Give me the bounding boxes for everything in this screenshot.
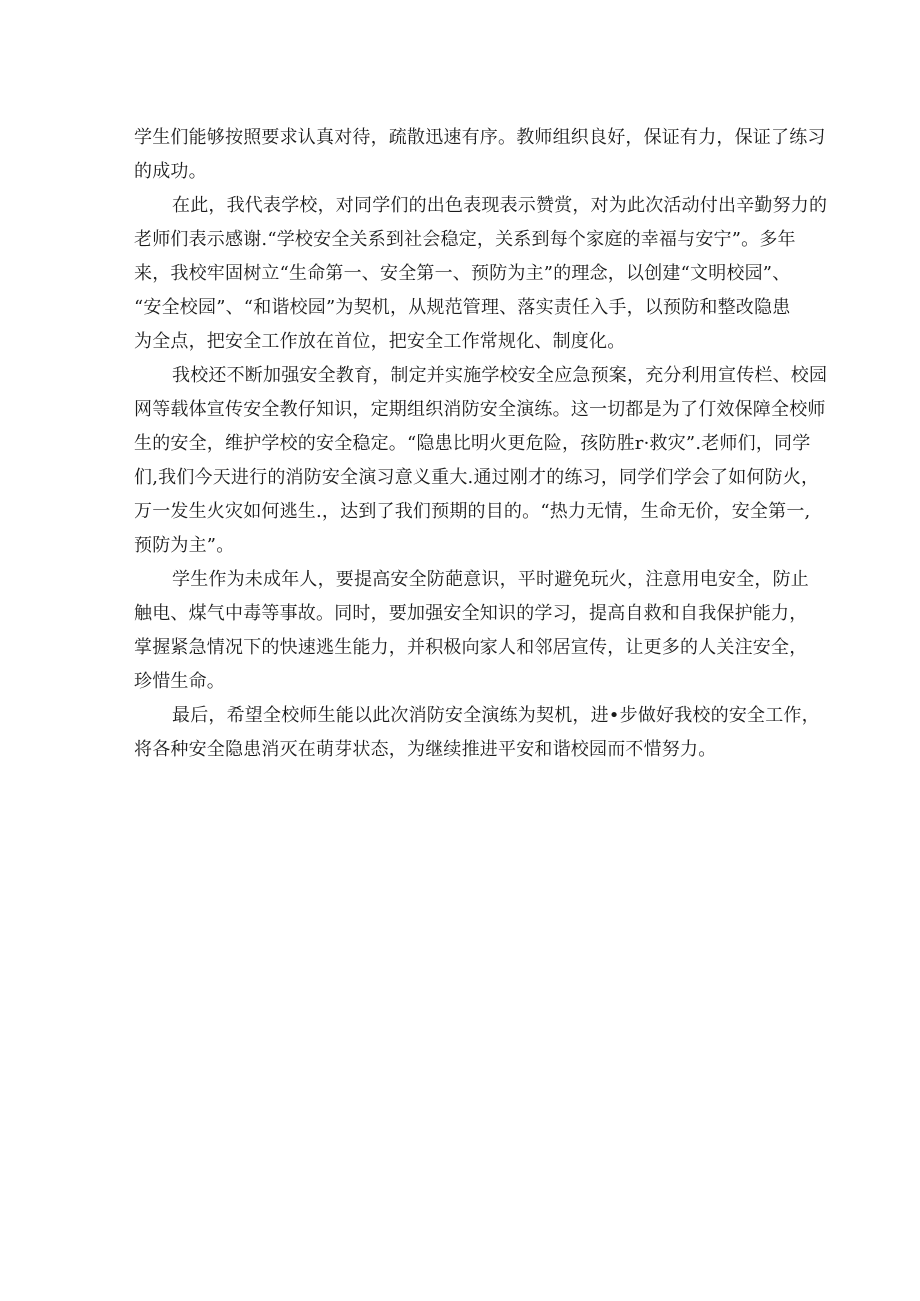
paragraph-2 — [134, 189, 828, 359]
paragraph-line: “安全校园”、“和谐校园”为契机，从规范管理、落实责任入手，以预防和整改隐患 — [134, 297, 791, 318]
paragraph-line: 学生们能够按照要求认真对待，疏散迅速有序。教师组织良好，保证有力，保证了练习 — [134, 127, 826, 148]
paragraph-line: 掌握紧急情况下的快速逃生能力，并积极向家人和邻居宣传，让更多的人关注安全， — [134, 637, 808, 658]
paragraph-line: 我校还不断加强安全教育，制定并实施学校安全应急预案，充分利用宣传栏、校园 — [172, 365, 828, 386]
paragraph-line: 触电、煤气中毒等事故。同时，要加强安全知识的学习，提高自救和自我保护能力， — [134, 603, 808, 624]
paragraph-5 — [134, 699, 820, 767]
paragraph-line: 在此，我代表学校，对同学们的出色表现表示赞赏，对为此次活动付出辛勤努力的 — [172, 195, 828, 216]
paragraph-line: 生的安全，维护学校的安全稳定。“隐患比明火更危险，孩防胜r·救灾”.老师们，同学 — [134, 433, 811, 454]
paragraph-3 — [134, 359, 828, 563]
paragraph-line: 网等载体宣传安全教仔知识，定期组织消防安全演练。这一切都是为了仃效保障全校师 — [134, 399, 826, 420]
paragraph-line: 老师们表示感谢.“学校安全关系到社会稳定，关系到每个家庭的幸福与安宁”。多年 — [134, 229, 796, 250]
paragraph-line: 最后，希望全校师生能以此次消防安全演练为契机，进•步做好我校的安全工作， — [172, 705, 820, 726]
paragraph-line: 来，我校牢固树立“生命第一、安全第一、预防为主”的理念，以创建“文明校园”、 — [134, 263, 791, 284]
document-page — [134, 121, 828, 767]
paragraph-line: 学生作为未成年人，要提高安全防葩意识，平时避免玩火，注意用电安全，防止 — [172, 569, 809, 590]
paragraph-line: 珍惜生命。 — [134, 671, 225, 692]
paragraph-4 — [134, 563, 809, 699]
paragraph-line: 预防为主”。 — [134, 535, 235, 556]
paragraph-line: 为全点，把安全工作放在首位，把安全工作常规化、制度化。 — [134, 331, 626, 352]
paragraph-line: 的成功。 — [134, 161, 207, 182]
paragraph-line: 们,我们今天进行的消防安全演习意义重大.通过刚才的练习，同学们学会了如何防火， — [134, 467, 820, 488]
paragraph-1 — [134, 121, 826, 189]
paragraph-line: 将各种安全隐患消灭在萌芽状态，为继续推进平安和谐校园而不惜努力。 — [134, 739, 717, 760]
paragraph-line: 万一发生火灾如何逃生.，达到了我们预期的目的。“热力无情，生命无价，安全第一, — [134, 501, 811, 522]
